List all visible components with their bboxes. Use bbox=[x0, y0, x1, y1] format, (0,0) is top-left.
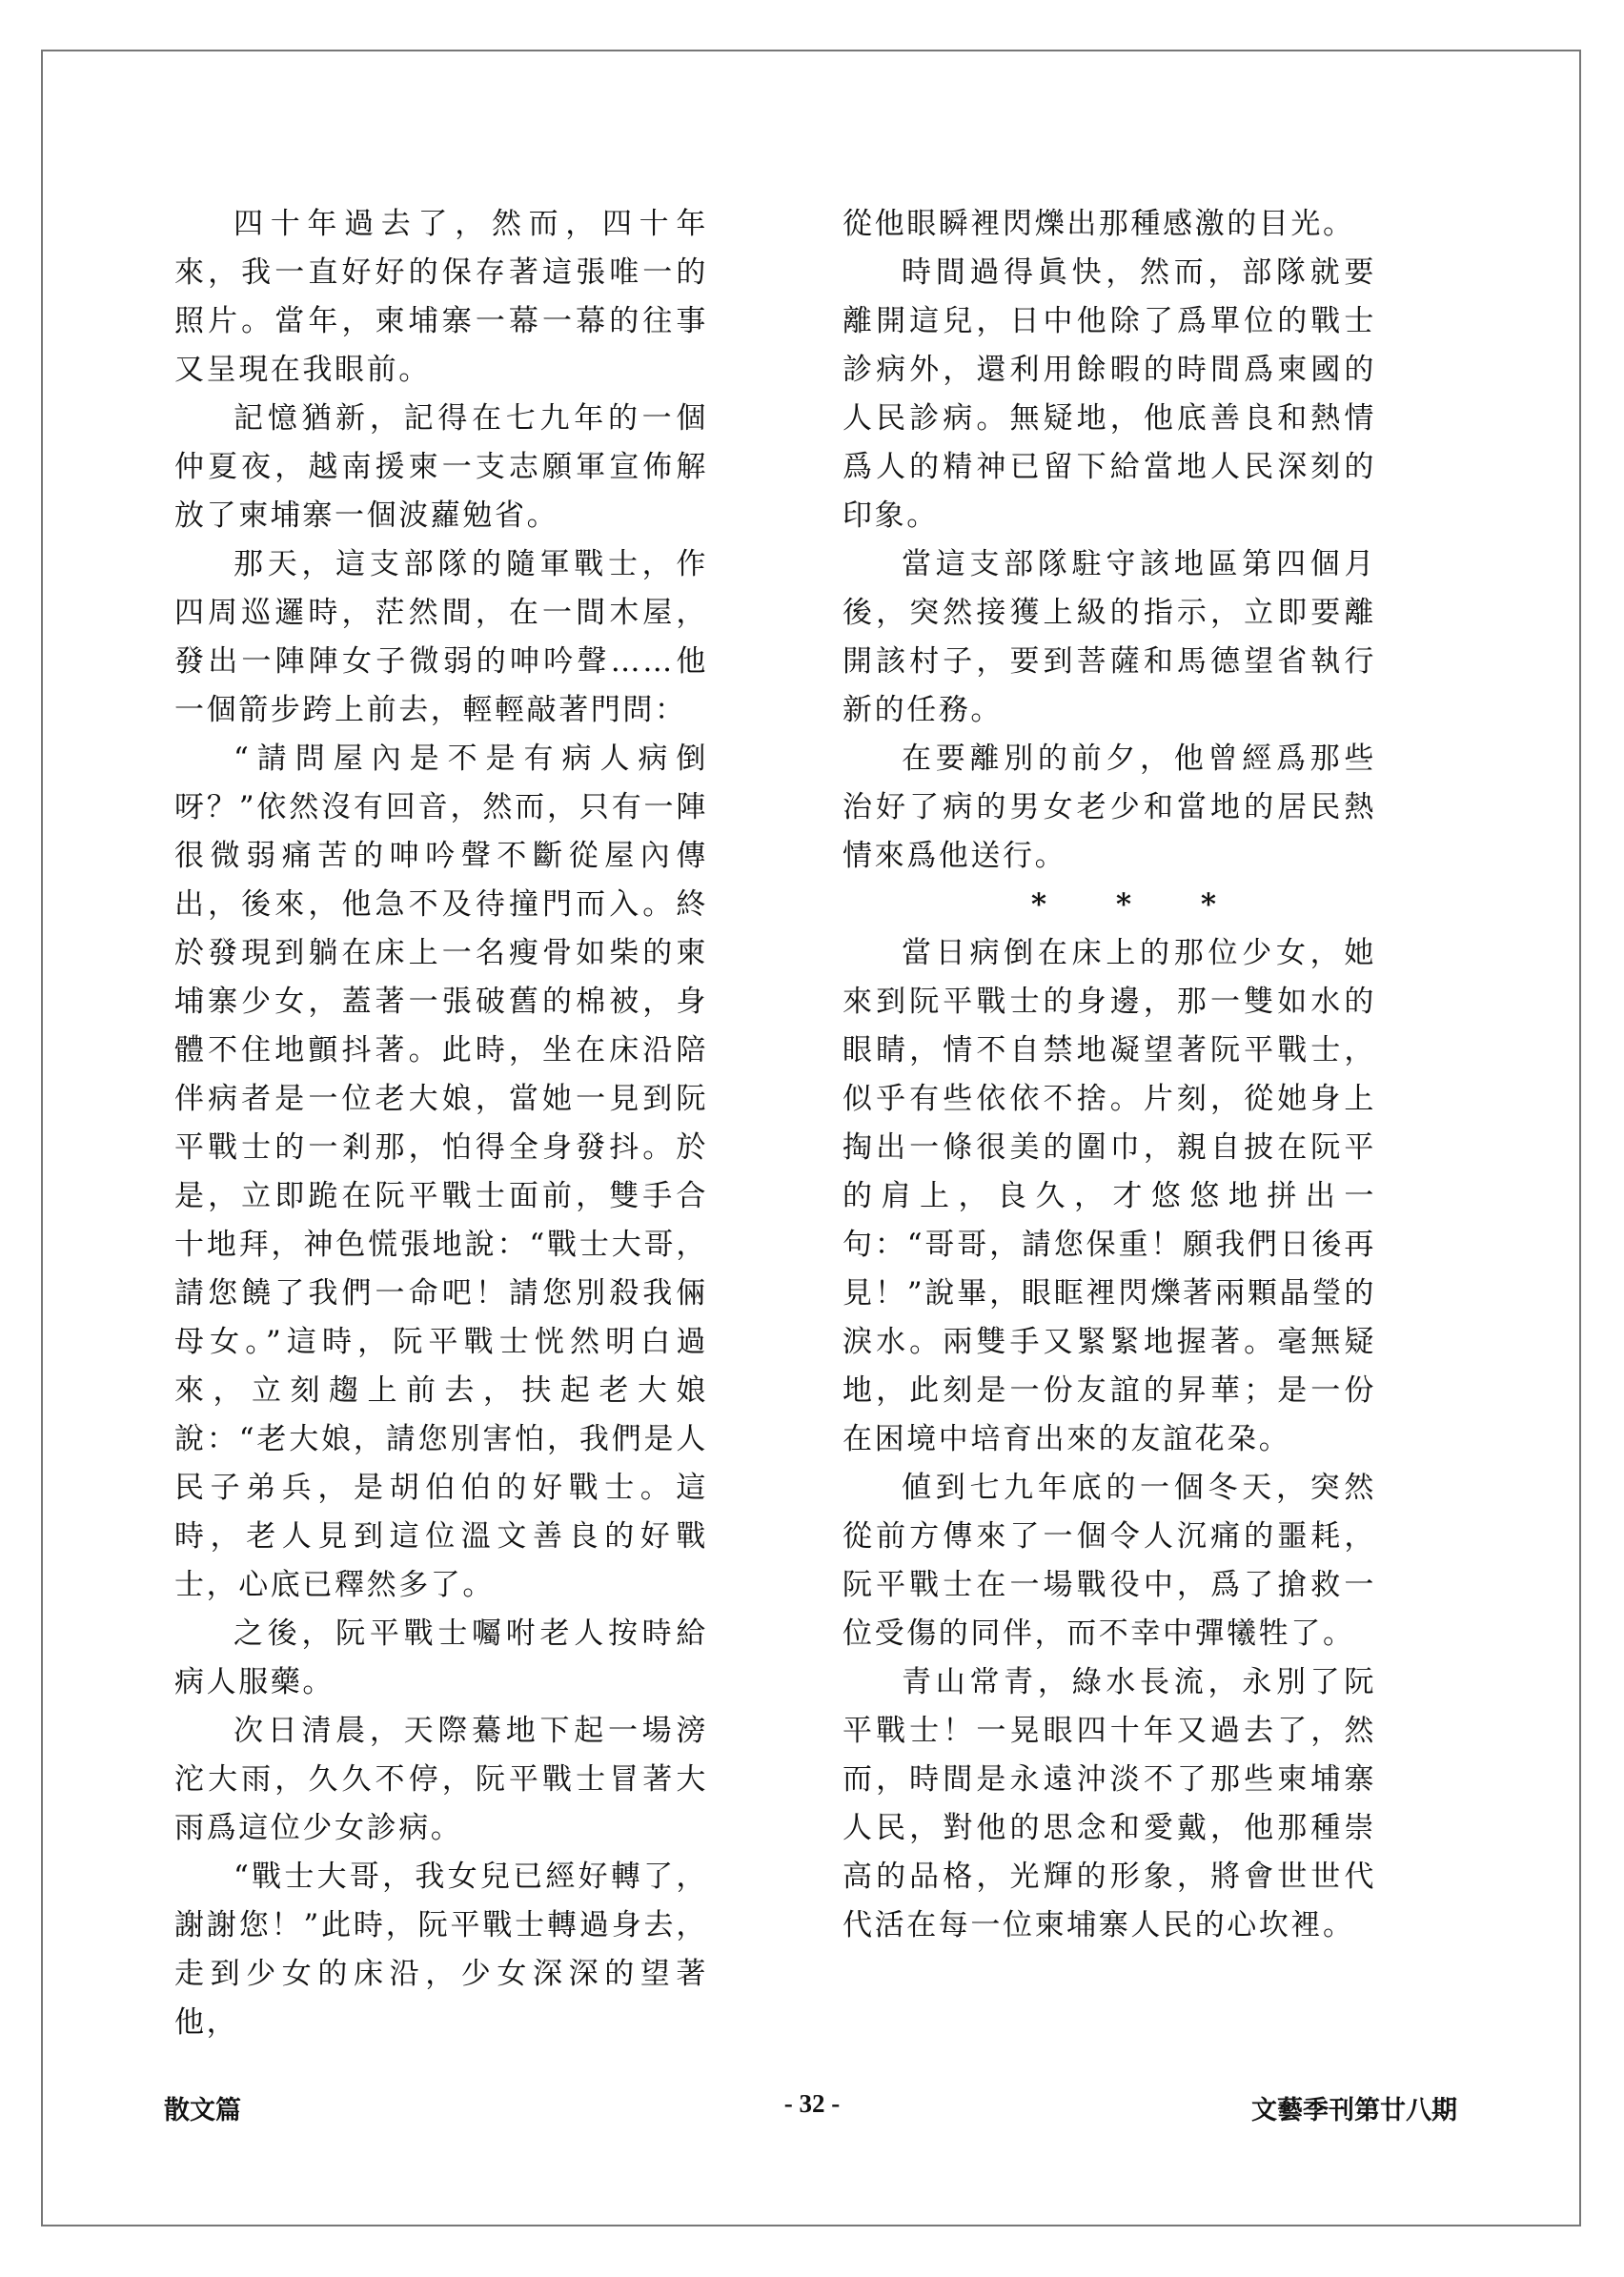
paragraph: 之後，阮平戰士囑咐老人按時給病人服藥。 bbox=[174, 1616, 708, 1699]
paragraph: 四十年過去了，然而，四十年來，我一直好好的保存著這張唯一的照片。當年，柬埔寨一幕一幕的往事又呈現在我眼前。 bbox=[174, 207, 708, 387]
paragraph: 時間過得眞快，然而，部隊就要離開這兒，日中他除了爲單位的戰士診病外，還利用餘暇的時間爲柬國的人民診病。無疑地，他底善良和熱情爲人的精神已留下給當地人民深刻的印象。 bbox=[842, 255, 1376, 533]
paragraph: 青山常青，綠水長流，永別了阮平戰士！一晃眼四十年又過去了，然而，時間是永遠沖淡不了那些柬埔寨人民，對他的思念和愛戴，他那種崇高的品格，光輝的形象，將會世世代代活在每一位柬埔寨人民的心坎裡。 bbox=[842, 1665, 1376, 1942]
footer-publication-title: 文藝季刊第廿八期 bbox=[1251, 2096, 1457, 2125]
section-break-asterisks: * * * bbox=[1030, 887, 1217, 922]
paragraph: 當這支部隊駐守該地區第四個月後，突然接獲上級的指示，立即要離開該村子，要到菩薩和馬德望省執行新的任務。 bbox=[842, 547, 1376, 727]
footer-page-number: - 32 - bbox=[783, 2089, 841, 2118]
paragraph: 當日病倒在床上的那位少女，她來到阮平戰士的身邊，那一雙如水的眼睛，情不自禁地凝望著阮平戰士，似乎有些依依不捨。片刻，從她身上掏出一條很美的圍巾，親自披在阮平的肩上，良久，才悠悠地拼出一句：“哥哥，請您保重！願我們日後再見！”說畢，眼眶裡閃爍著兩顆晶瑩的淚水。兩雙手又緊緊地握著。毫無疑地，此刻是一份友誼的昇華；是一份在困境中培育出來的友誼花朶。 bbox=[842, 936, 1376, 1456]
paragraph: 値到七九年底的一個冬天，突然從前方傳來了一個令人沉痛的噩耗，阮平戰士在一場戰役中，爲了搶救一位受傷的同伴，而不幸中彈犧牲了。 bbox=[842, 1471, 1376, 1651]
paragraph: “請問屋內是不是有病人病倒呀？”依然沒有回音，然而，只有一陣很微弱痛苦的呻吟聲不斷從屋內傳出，後來，他急不及待撞門而入。終於發現到躺在床上一名瘦骨如柴的柬埔寨少女，蓋著一張破舊的棉被，身體不住地顫抖著。此時，坐在床沿陪伴病者是一位老大娘，當她一見到阮平戰士的一剎那，怕得全身發抖。於是，立即跪在阮平戰士面前，雙手合十地拜，神色慌張地說：“戰士大哥，請您饒了我們一命吧！請您別殺我倆母女。”這時，阮平戰士恍然明白過來，立刻趨上前去，扶起老大娘說：“老大娘，請您別害怕，我們是人民子弟兵，是胡伯伯的好戰士。這時，老人見到這位溫文善良的好戰士，心底已釋然多了。 bbox=[174, 742, 708, 1602]
right-text-column bbox=[842, 200, 1376, 1950]
paragraph: 次日清晨，天際驀地下起一場滂沱大雨，久久不停，阮平戰士冒著大雨爲這位少女診病。 bbox=[174, 1714, 708, 1845]
paragraph: 在要離別的前夕，他曾經爲那些治好了病的男女老少和當地的居民熱情來爲他送行。 bbox=[842, 742, 1376, 873]
paragraph: “戰士大哥，我女兒已經好轉了，謝謝您！”此時，阮平戰士轉過身去，走到少女的床沿，少女深深的望著他， bbox=[174, 1860, 708, 2040]
paragraph: 那天，這支部隊的隨軍戰士，作四周巡邏時，茫然間，在一間木屋，發出一陣陣女子微弱的呻吟聲……他一個箭步跨上前去，輕輕敲著門問： bbox=[174, 547, 708, 727]
footer-section-name: 散文篇 bbox=[164, 2096, 241, 2125]
paragraph-continued: 從他眼瞬裡閃爍出那種感激的目光。 bbox=[842, 207, 1355, 241]
paragraph: 記憶猶新，記得在七九年的一個仲夏夜，越南援柬一支志願軍宣佈解放了柬埔寨一個波蘿勉省。 bbox=[174, 401, 708, 533]
left-text-column bbox=[174, 200, 708, 2047]
